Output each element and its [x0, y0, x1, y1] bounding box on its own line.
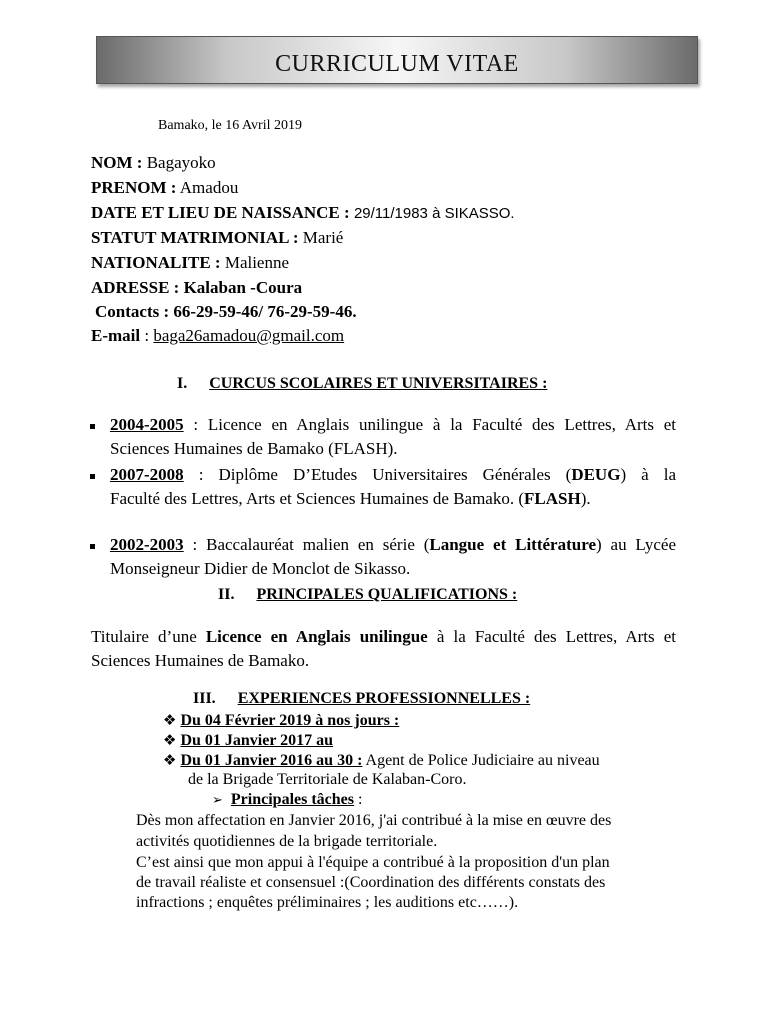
cursus-text-line1: : Licence en Anglais unilingue à la Faculté des Lettres, Arts et [183, 415, 676, 434]
qualif-text-line2: Sciences Humaines de Bamako. [91, 651, 310, 670]
section-2-title: PRINCIPALES QUALIFICATIONS : [256, 586, 518, 603]
section-2-heading [218, 586, 517, 604]
email-row [91, 326, 344, 346]
nationalite-label: NATIONALITE : [91, 253, 221, 272]
nom-row [91, 153, 216, 173]
experience-entry-2017 [163, 731, 333, 750]
cursus-year: 2004-2005 [110, 415, 184, 434]
section-2-number: II. [218, 586, 235, 603]
section-1-number: I. [177, 375, 188, 392]
cursus-text-bold: Langue et Littérature [429, 535, 596, 554]
diamond-bullet-icon: ❖ [163, 711, 177, 729]
section-3-heading [193, 690, 530, 708]
section-3-title: EXPERIENCES PROFESSIONNELLES : [237, 690, 531, 707]
adresse-row: ADRESSE : Kalaban -Coura [91, 278, 303, 297]
statut-row [91, 228, 343, 248]
cursus-text: ). [580, 489, 591, 508]
section-1-heading [177, 375, 547, 393]
task-line: activités quotidiennes de la brigade territoriale. [136, 833, 438, 850]
cursus-text: : Baccalauréat malien en série ( [183, 535, 430, 554]
task-line: C’est ainsi que mon appui à l'équipe a contribué à la proposition d'un plan [136, 854, 610, 871]
naissance-row [91, 203, 515, 223]
experience-desc: Agent de Police Judiciaire au niveau [362, 752, 600, 769]
cursus-text: ) à la [620, 465, 676, 484]
naissance-value: 29/11/1983 à SIKASSO. [353, 205, 515, 222]
tasks-sep: : [354, 791, 363, 808]
place-date: Bamako, le 16 Avril 2019 [158, 118, 302, 133]
diamond-bullet-icon: ❖ [163, 751, 177, 769]
tasks-label: Principales tâches [230, 791, 354, 808]
nom-label: NOM : [91, 153, 143, 172]
qualif-text: Titulaire d’une [91, 627, 206, 646]
page-title: CURRICULUM VITAE [275, 50, 519, 77]
cursus-item-2004 [110, 413, 676, 461]
cursus-text-line2: Sciences Humaines de Bamako (FLASH). [110, 439, 398, 458]
prenom-value: Amadou [176, 178, 239, 197]
experience-date: Du 01 Janvier 2016 au 30 : [180, 752, 363, 769]
title-banner [96, 36, 698, 84]
prenom-label: PRENOM : [91, 178, 177, 197]
diamond-bullet-icon: ❖ [163, 731, 177, 749]
nationalite-value: Malienne [220, 253, 290, 272]
statut-label: STATUT MATRIMONIAL : [91, 228, 299, 247]
prenom-row [91, 178, 238, 198]
experience-date: Du 01 Janvier 2017 au [180, 732, 334, 749]
nom-value: Bagayoko [142, 153, 216, 172]
nationalite-row [91, 253, 289, 273]
cursus-year: 2007-2008 [110, 465, 184, 484]
arrow-bullet-icon: ➢ [212, 793, 223, 808]
experience-desc-line2: de la Brigade Territoriale de Kalaban-Coro. [188, 771, 467, 788]
email-sep: : [140, 326, 154, 345]
square-bullet-icon [90, 424, 95, 429]
cursus-text: Faculté des Lettres, Arts et Sciences Humaines de Bamako. ( [110, 489, 525, 508]
email-label: E-mail [91, 326, 141, 345]
square-bullet-icon [90, 544, 95, 549]
email-link[interactable]: baga26amadou@gmail.com [153, 326, 345, 345]
cursus-text-bold: DEUG [571, 465, 621, 484]
experience-entry-2016 [163, 751, 600, 770]
section-1-title: CURCUS SCOLAIRES ET UNIVERSITAIRES : [209, 375, 548, 392]
qualif-text-bold: Licence en Anglais unilingue [205, 627, 428, 646]
statut-value: Marié [298, 228, 344, 247]
cursus-item-2002 [110, 533, 676, 581]
tasks-heading [212, 791, 362, 809]
section-3-number: III. [193, 690, 216, 707]
square-bullet-icon [90, 474, 95, 479]
cursus-item-2007 [110, 463, 676, 511]
task-line: Dès mon affectation en Janvier 2016, j'ai contribué à la mise en œuvre des [136, 812, 612, 829]
qualif-text: à la Faculté des Lettres, Arts et [427, 627, 676, 646]
task-line: de travail réaliste et consensuel :(Coordination des différents constats des [136, 874, 606, 891]
task-line: infractions ; enquêtes préliminaires ; les auditions etc……). [136, 894, 519, 911]
cursus-text: : Diplôme D’Etudes Universitaires Générales ( [183, 465, 572, 484]
cursus-year: 2002-2003 [110, 535, 184, 554]
experience-date: Du 04 Février 2019 à nos jours : [180, 712, 400, 729]
cursus-text: ) au Lycée [596, 535, 677, 554]
contacts-row: Contacts : 66-29-59-46/ 76-29-59-46. [95, 302, 357, 321]
cursus-text-line2: Monseigneur Didier de Monclot de Sikasso. [110, 559, 411, 578]
experience-entry-2019 [163, 711, 399, 730]
cursus-text-bold: FLASH [524, 489, 581, 508]
naissance-label: DATE ET LIEU DE NAISSANCE : [91, 203, 350, 222]
qualifications-text [91, 625, 676, 673]
